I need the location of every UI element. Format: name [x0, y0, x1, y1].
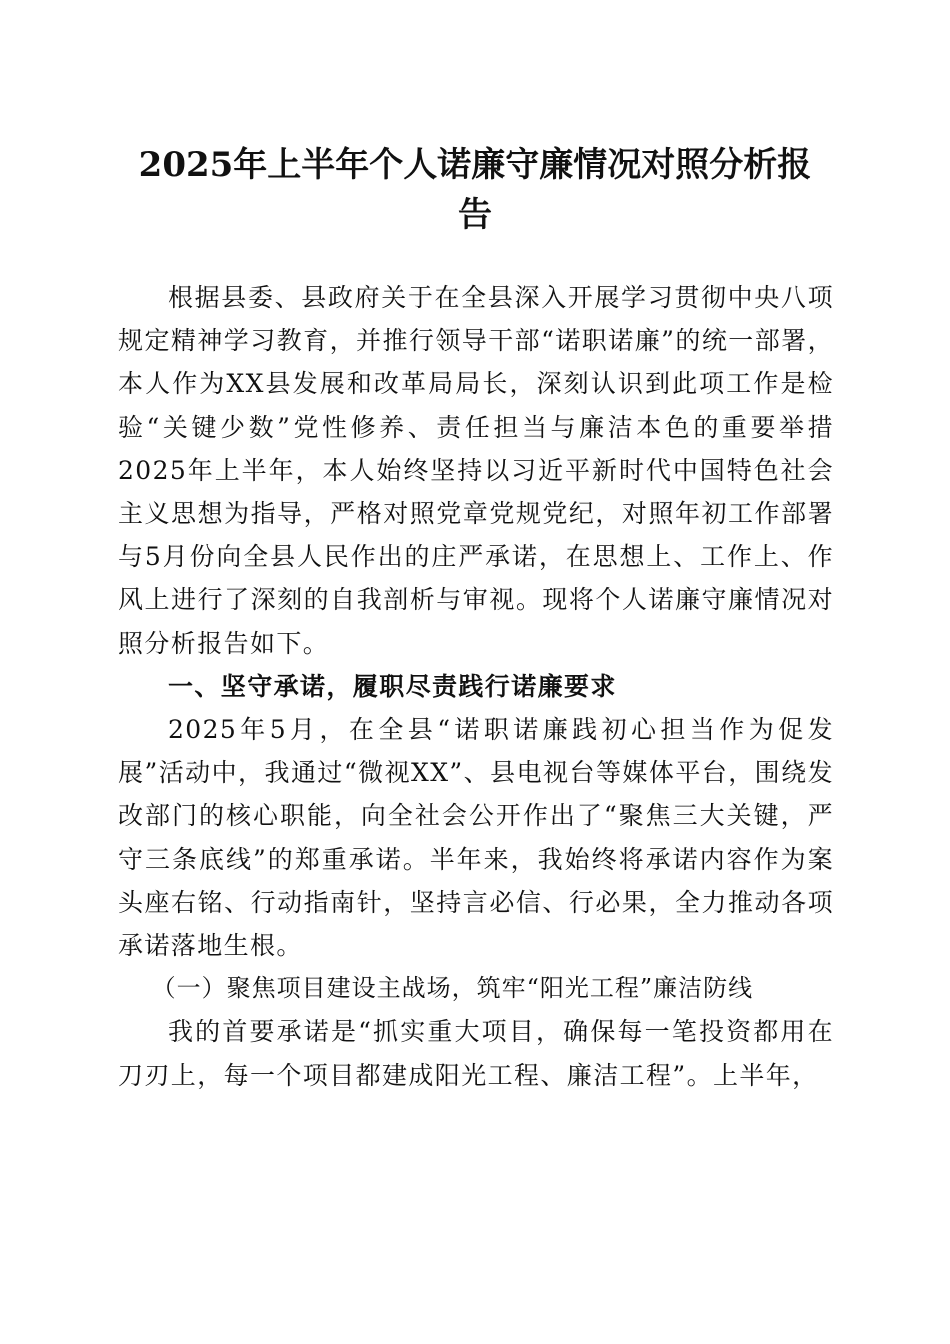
intro-paragraph: 根据县委、县政府关于在全县深入开展学习贯彻中央八项规定精神学习教育，并推行领导干部“诺职诺廉”的统一部署，本人作为XX县发展和改革局局长，深刻认识到此项工作是检验“关键少数”党性修养、责任担当与廉洁本色的重要举措2025年上半年，本人始终坚持以习近平新时代中国特色社会主义思想为指导，严格对照党章党规党纪，对照年初工作部署与5月份向全县人民作出的庄严承诺，在思想上、工作上、作风上进行了深刻的自我剖析与审视。现将个人诺廉守廉情况对照分析报告如下。: [118, 283, 834, 658]
title-line-1: 2025年上半年个人诺廉守廉情况对照分析报: [138, 145, 812, 185]
subsection-1-paragraph: 我的首要承诺是“抓实重大项目，确保每一笔投资都用在刀刃上，每一个项目都建成阳光工程、廉洁工程”。上半年，: [118, 1017, 834, 1090]
section-1-paragraph: 2025年5月，在全县“诺职诺廉践初心担当作为促发展”活动中，我通过“微视XX”、县电视台等媒体平台，围绕发改部门的核心职能，向全社会公开作出了“聚焦三大关键，严守三条底线”的郑重承诺。半年来，我始终将承诺内容作为案头座右铭、行动指南针，坚持言必信、行必果，全力推动各项承诺落地生根。: [118, 715, 834, 961]
section-1-heading: 一、坚守承诺，履职尽责践行诺廉要求: [168, 671, 617, 701]
document-title: [120, 140, 830, 240]
title-line-2: 告: [458, 195, 492, 235]
document-body: [118, 276, 834, 1097]
subsection-1-heading: （一）聚焦项目建设主战场，筑牢“阳光工程”廉洁防线: [151, 974, 754, 1003]
